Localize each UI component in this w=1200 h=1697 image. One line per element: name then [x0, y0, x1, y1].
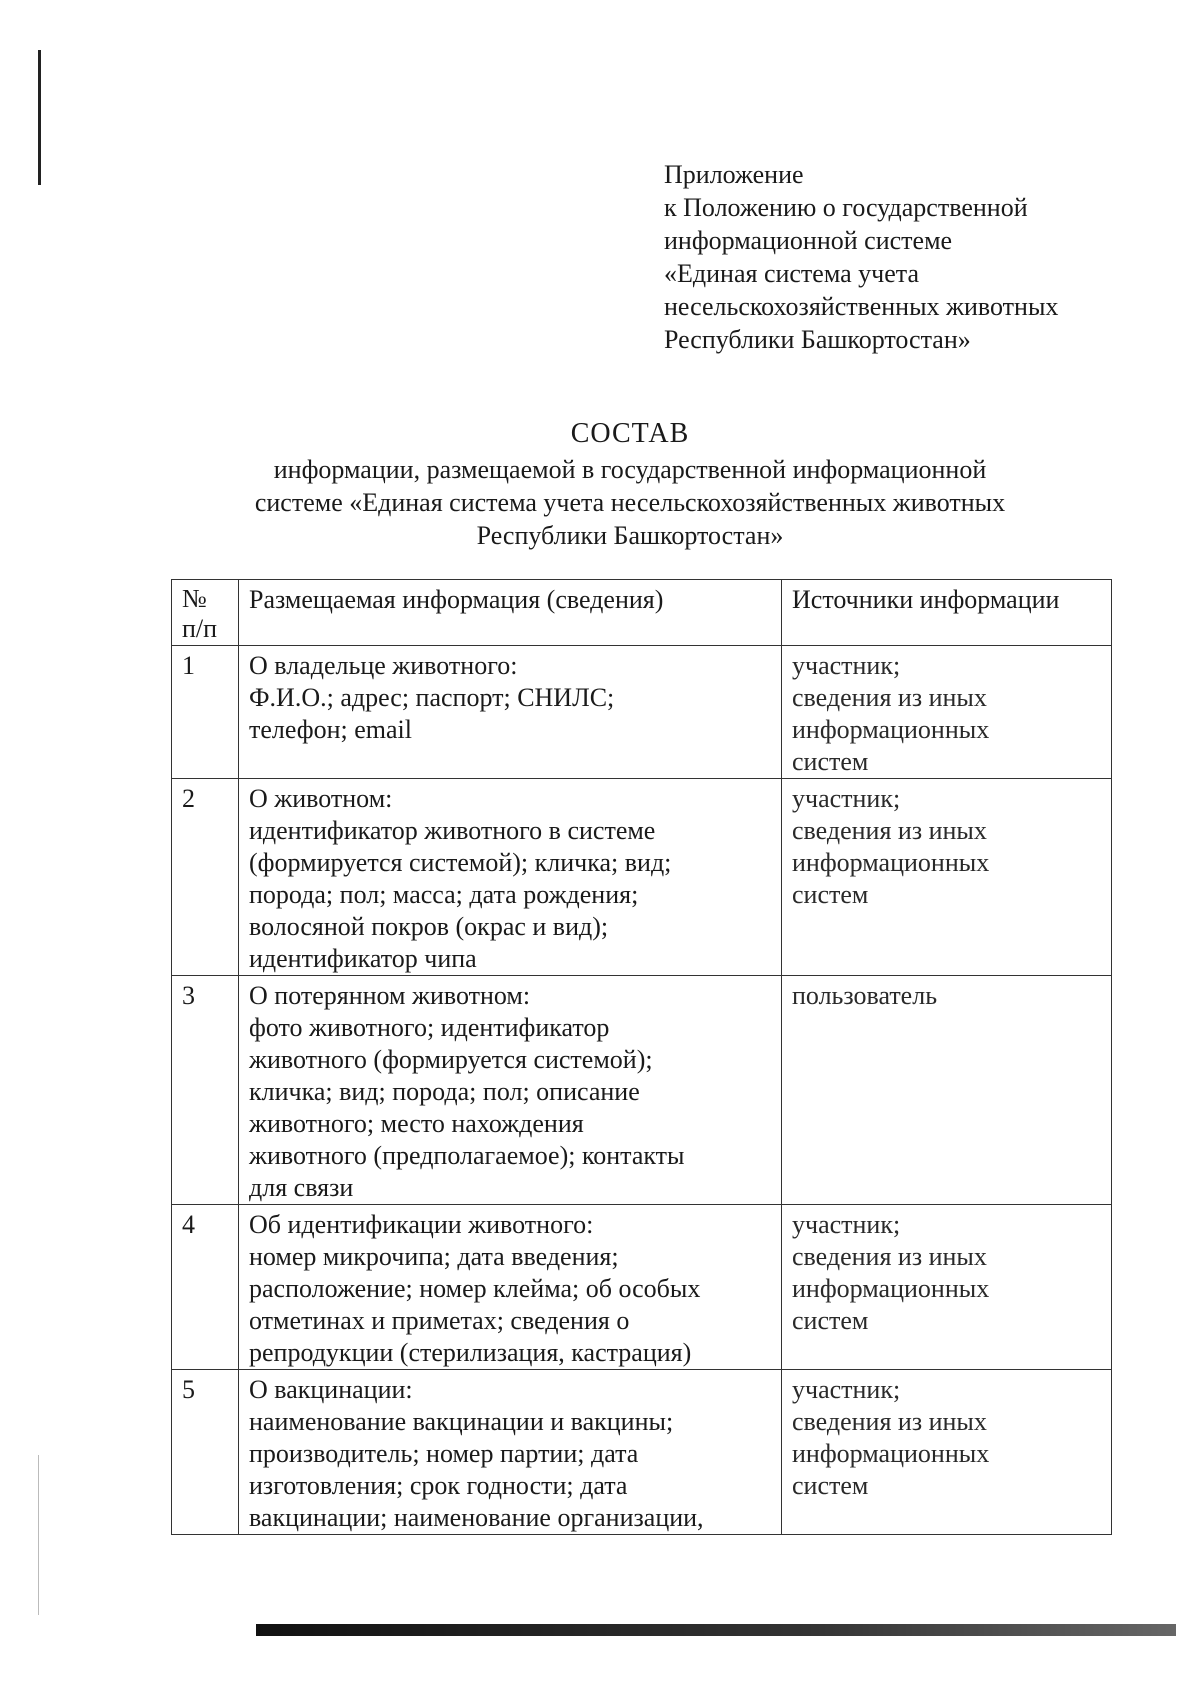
appendix-line: Республики Башкортостан»	[664, 325, 971, 354]
document-title-block	[160, 417, 1100, 552]
row-source: участник; сведения из иных информационных систем	[782, 1370, 1112, 1535]
row-info: О потерянном животном: фото животного; идентификатор животного (формируется системой); кличка; вид; порода; пол; описание животного; место нахождения животного (предполагаемое); контакты для связи	[239, 976, 782, 1205]
row-number: 2	[172, 779, 239, 976]
table-row	[172, 976, 1112, 1205]
row-info: Об идентификации животного: номер микрочипа; дата введения; расположение; номер клейма; об особых отметинах и приметах; сведения о репродукции (стерилизация, кастрация)	[239, 1205, 782, 1370]
appendix-line: к Положению о государственной	[664, 193, 1028, 222]
subtitle-line: Республики Башкортостан»	[476, 521, 784, 550]
row-source: пользователь	[782, 976, 1112, 1205]
table-row	[172, 1205, 1112, 1370]
header-info: Размещаемая информация (сведения)	[239, 580, 782, 646]
header-source: Источники информации	[782, 580, 1112, 646]
composition-table	[171, 579, 1112, 1535]
appendix-line: информационной системе	[664, 226, 953, 255]
table-row	[172, 646, 1112, 779]
appendix-line: несельскохозяйственных животных	[664, 292, 1059, 321]
scan-edge-mark-lower	[38, 1455, 39, 1615]
row-info: О владельце животного: Ф.И.О.; адрес; паспорт; СНИЛС; телефон; email	[239, 646, 782, 779]
row-source: участник; сведения из иных информационных систем	[782, 1205, 1112, 1370]
appendix-header	[664, 158, 1058, 356]
row-number: 1	[172, 646, 239, 779]
subtitle-line: информации, размещаемой в государственной информационной	[273, 455, 987, 484]
header-number: № п/п	[172, 580, 239, 646]
subtitle-line: системе «Единая система учета несельскохозяйственных животных	[254, 488, 1006, 517]
document-subtitle	[160, 453, 1100, 552]
row-info: О животном: идентификатор животного в системе (формируется системой); кличка; вид; порода; пол; масса; дата рождения; волосяной покров (окрас и вид); идентификатор чипа	[239, 779, 782, 976]
table-header-row	[172, 580, 1112, 646]
table-row	[172, 779, 1112, 976]
scan-edge-mark	[38, 50, 41, 185]
row-number: 3	[172, 976, 239, 1205]
row-source: участник; сведения из иных информационных систем	[782, 646, 1112, 779]
row-info: О вакцинации: наименование вакцинации и вакцины; производитель; номер партии; дата изготовления; срок годности; дата вакцинации; наименование организации,	[239, 1370, 782, 1535]
appendix-line: Приложение	[664, 160, 804, 189]
table-row	[172, 1370, 1112, 1535]
row-number: 5	[172, 1370, 239, 1535]
appendix-line: «Единая система учета	[664, 259, 919, 288]
row-source: участник; сведения из иных информационных систем	[782, 779, 1112, 976]
row-number: 4	[172, 1205, 239, 1370]
document-title: СОСТАВ	[570, 418, 690, 449]
scan-bottom-edge	[256, 1624, 1176, 1636]
